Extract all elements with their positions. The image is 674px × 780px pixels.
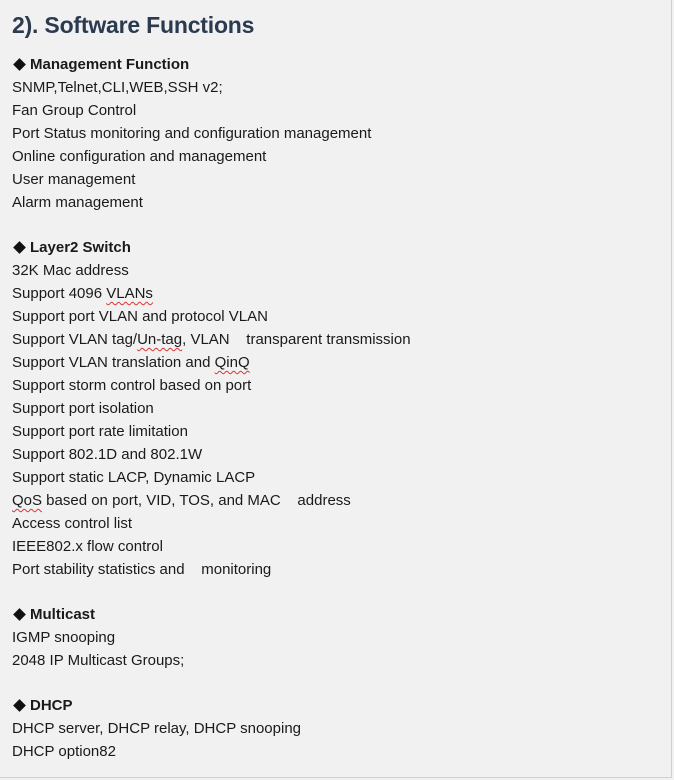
list-item: IEEE802.x flow control (12, 538, 163, 555)
list-item: Support VLAN tag/Un-tag, VLAN transparent transmission (12, 331, 411, 348)
list-item: IGMP snooping (12, 629, 116, 646)
list-item: DHCP option82 (12, 743, 116, 760)
list-item: Support static LACP, Dynamic LACP (12, 469, 256, 486)
diamond-bullet-icon (13, 699, 26, 712)
section-heading (12, 603, 671, 626)
list-item: Support port isolation (12, 400, 154, 417)
spellcheck-underline: VLANs (106, 285, 153, 302)
diamond-bullet-icon (13, 608, 26, 621)
list-item: DHCP server, DHCP relay, DHCP snooping (12, 720, 301, 737)
list-item: Support 802.1D and 802.1W (12, 446, 203, 463)
diamond-bullet-icon (13, 241, 26, 254)
list-item: Support VLAN translation and QinQ (12, 354, 250, 371)
list-item: Access control list (12, 515, 133, 532)
list-item: SNMP,Telnet,CLI,WEB,SSH v2; (12, 79, 223, 96)
section-layer2-switch (12, 236, 671, 581)
list-item: 32K Mac address (12, 262, 129, 279)
section-heading (12, 236, 671, 259)
list-item: Support port rate limitation (12, 423, 188, 440)
list-item: Support 4096 VLANs (12, 285, 153, 302)
list-item: Alarm management (12, 194, 143, 211)
list-item: Online configuration and management (12, 148, 267, 165)
list-item: QoS based on port, VID, TOS, and MAC address (12, 492, 351, 509)
section-management-function (12, 53, 671, 214)
section-heading-text: DHCP (30, 697, 73, 714)
page-title: 2). Software Functions (12, 12, 255, 38)
list-item: User management (12, 171, 136, 188)
section-heading-text: Management Function (30, 56, 190, 73)
diamond-bullet-icon (13, 58, 26, 71)
section-heading (12, 53, 671, 76)
spellcheck-underline: QoS (12, 492, 43, 509)
list-item: Port stability statistics and monitoring (12, 561, 272, 578)
list-item: Port Status monitoring and configuration management (12, 125, 372, 142)
list-item: Support storm control based on port (12, 377, 252, 394)
section-heading-text: Layer2 Switch (30, 239, 131, 256)
spellcheck-underline: QinQ (214, 354, 250, 371)
section-heading-text: Multicast (30, 606, 96, 623)
spellcheck-underline: Un-tag (137, 331, 183, 348)
list-item: Support port VLAN and protocol VLAN (12, 308, 268, 325)
section-dhcp (12, 694, 671, 763)
section-heading (12, 694, 671, 717)
list-item: 2048 IP Multicast Groups; (12, 652, 185, 669)
section-multicast (12, 603, 671, 672)
list-item: Fan Group Control (12, 102, 137, 119)
